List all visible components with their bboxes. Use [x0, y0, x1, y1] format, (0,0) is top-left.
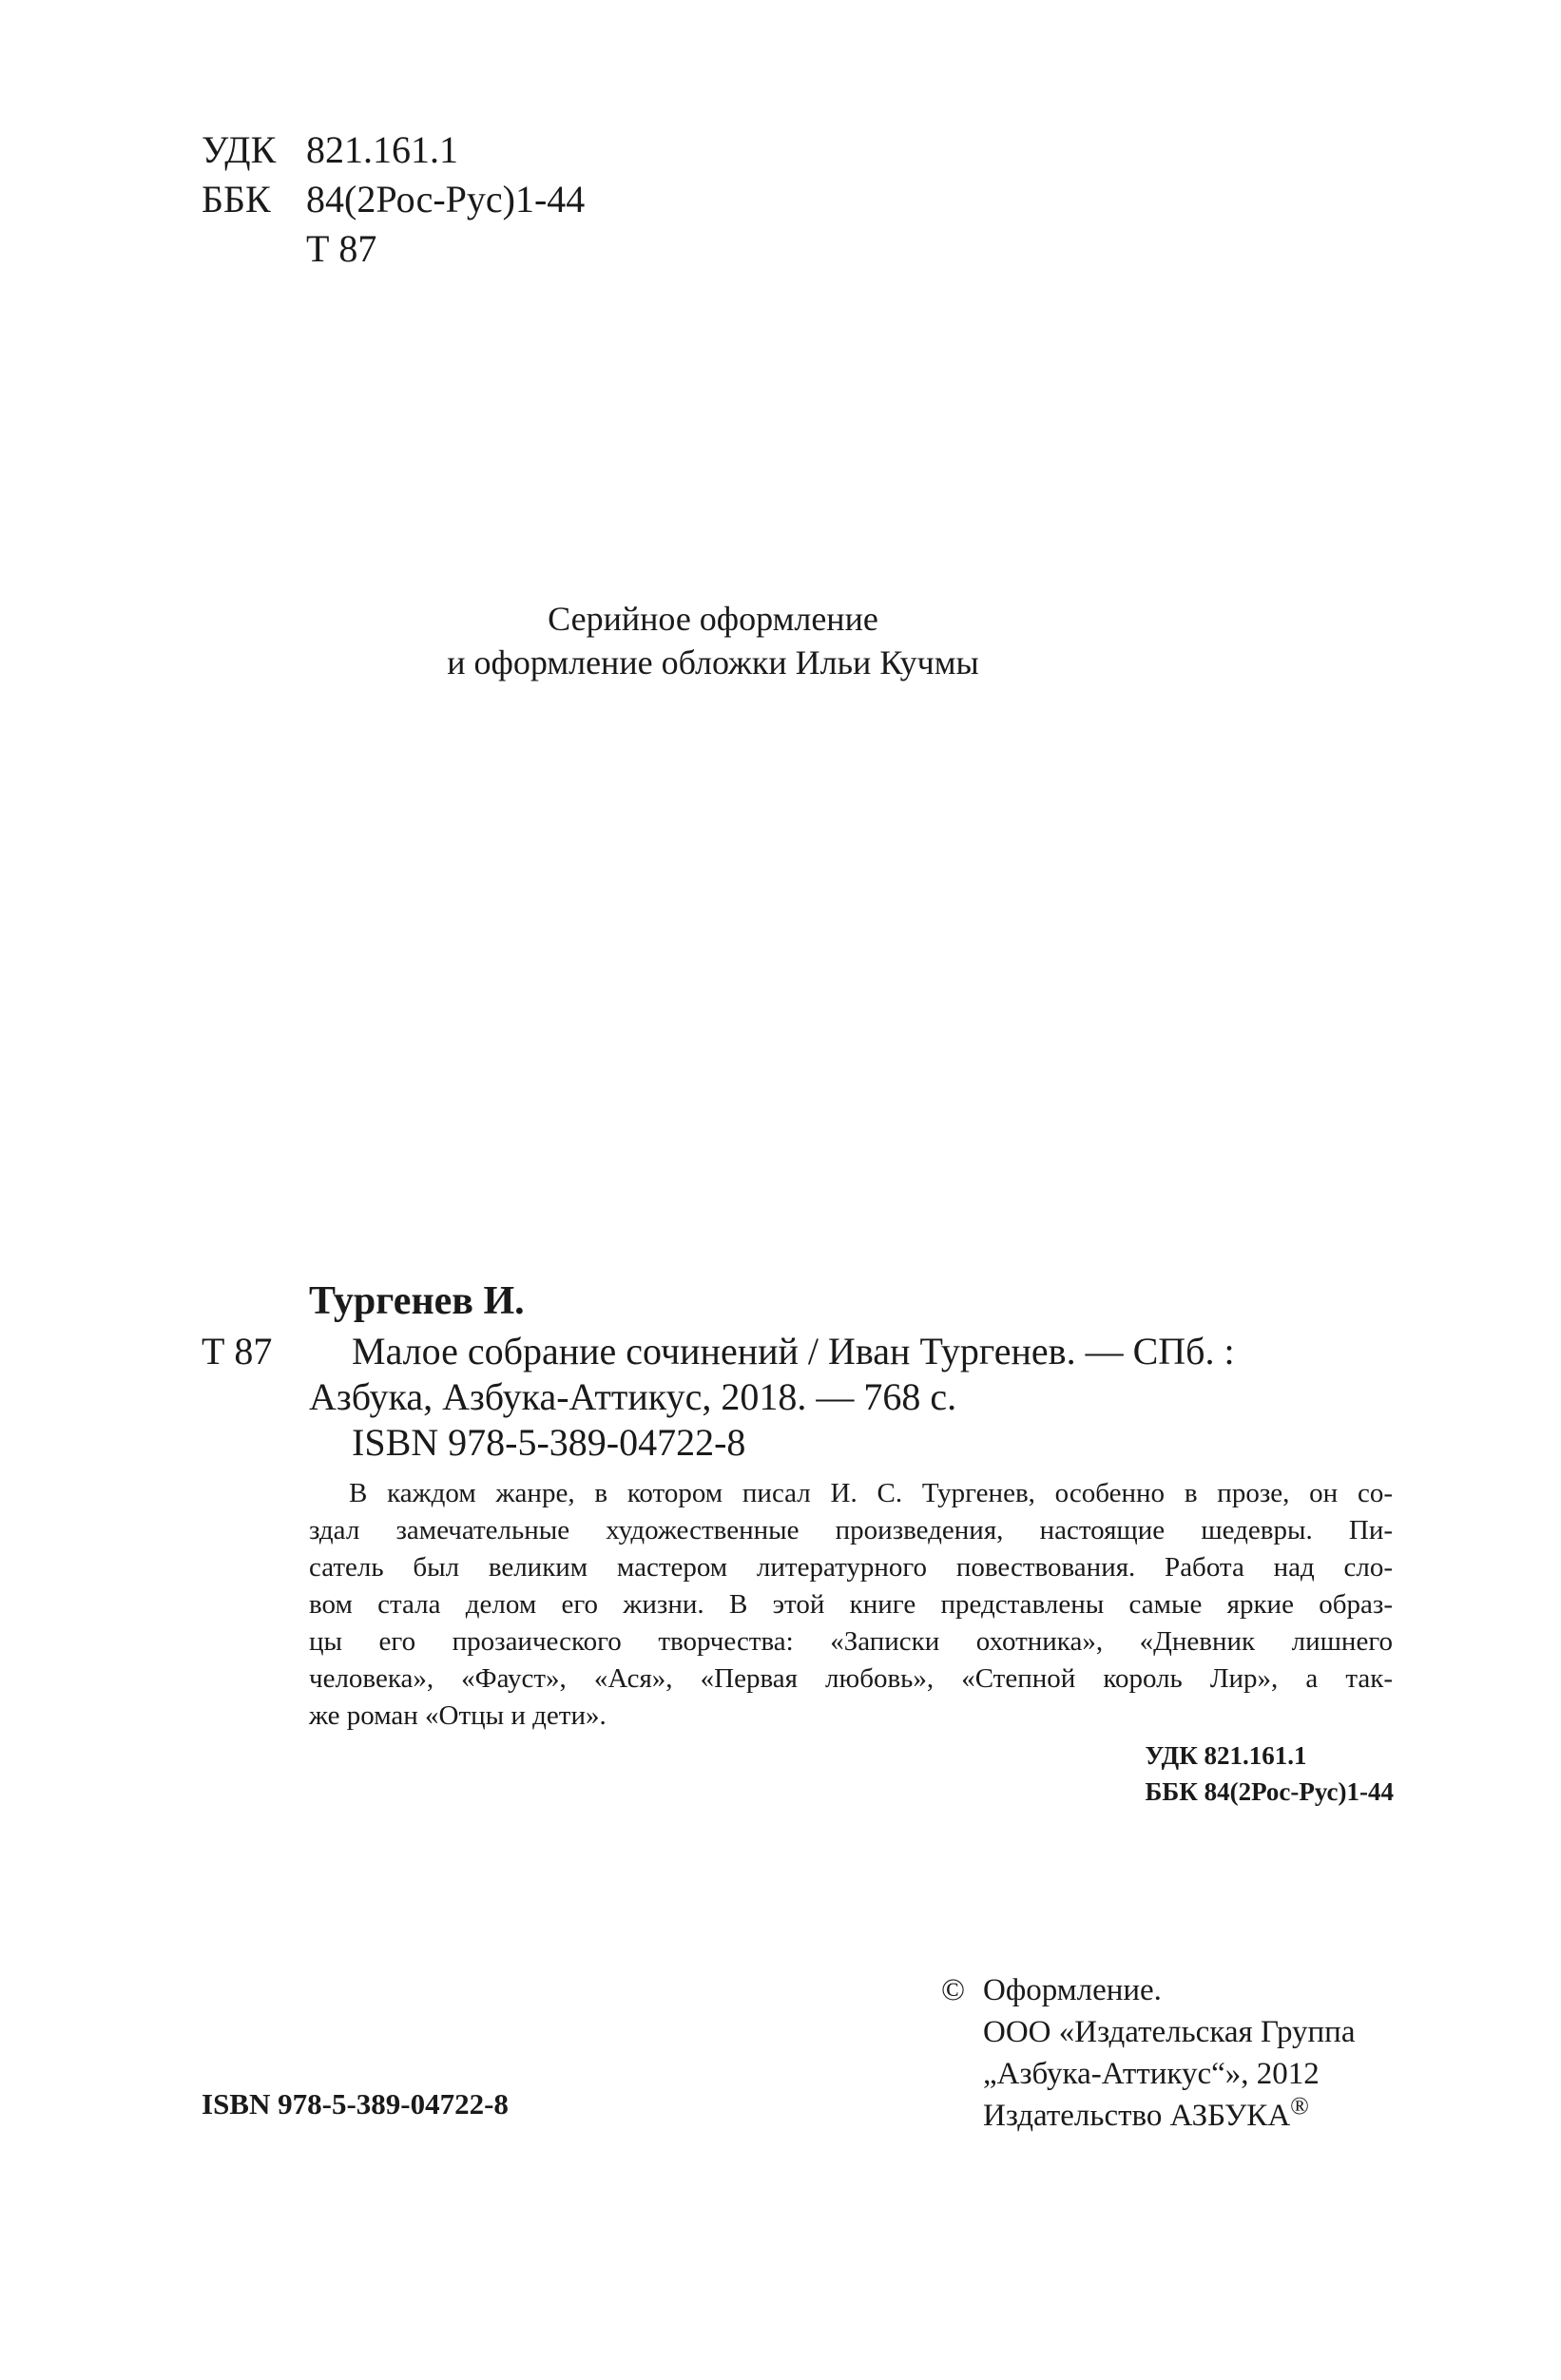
annotation-line: вом стала делом его жизни. В этой книге представлены самые яркие образ- — [309, 1589, 1393, 1620]
annotation-line: здал замечательные художественные произведения, настоящие шедевры. Пи- — [309, 1515, 1393, 1545]
registered-mark-icon: ® — [1290, 2092, 1309, 2120]
design-credit-line-2: и оформление обложки Ильи Кучмы — [447, 643, 979, 681]
annotation-line: сатель был великим мастером литературного повествования. Работа над сло- — [309, 1552, 1393, 1583]
copyright-icon: © — [941, 1973, 966, 2007]
copyright-line-1: © Оформление. — [941, 1969, 1355, 2011]
header-catalog-codes — [202, 125, 585, 274]
catalog-author: Тургенев И. — [309, 1279, 525, 1323]
bbk-label: ББК — [202, 178, 271, 221]
bibliographic-line-1: Малое собрание сочинений / Иван Тургенев. — СПб. : — [352, 1330, 1235, 1372]
copyright-line-4 — [941, 2092, 1355, 2137]
copyright-line-3: „Азбука-Аттикус“», 2012 — [983, 2057, 1320, 2091]
annotation-line: цы его прозаического творчества: «Записки охотника», «Дневник лишнего — [309, 1626, 1393, 1657]
isbn-bottom: ISBN 978-5-389-04722-8 — [202, 2087, 509, 2121]
design-credit-line-1: Серийное оформление — [548, 600, 878, 638]
catalog-udk: УДК 821.161.1 — [1145, 1741, 1307, 1770]
catalog-isbn: ISBN 978-5-389-04722-8 — [352, 1421, 746, 1464]
copyright-block — [941, 1969, 1355, 2137]
annotation-line: человека», «Фауст», «Ася», «Первая любовь», «Степной король Лир», а так- — [309, 1663, 1393, 1694]
author-mark-top: Т 87 — [306, 227, 377, 270]
udk-label: УДК — [202, 128, 277, 171]
annotation-line: В каждом жанре, в котором писал И. С. Тургенев, особенно в прозе, он со- — [349, 1478, 1393, 1508]
catalog-bbk: ББК 84(2Рос-Рус)1-44 — [1145, 1777, 1394, 1806]
catalog-author-mark: Т 87 — [202, 1330, 273, 1372]
annotation — [309, 1475, 1393, 1735]
bbk-value: 84(2Рос-Рус)1-44 — [306, 178, 586, 221]
bibliographic-line-2: Азбука, Азбука-Аттикус, 2018. — 768 с. — [309, 1375, 957, 1418]
publisher-name: Издательство АЗБУКА — [983, 2099, 1291, 2133]
copyright-line-2: ООО «Издательская Группа — [983, 2015, 1356, 2049]
udk-value: 821.161.1 — [306, 128, 458, 171]
annotation-line: же роман «Отцы и дети». — [309, 1700, 607, 1731]
catalog-card-codes — [1146, 1737, 1394, 1810]
bbk-row — [202, 175, 585, 224]
udk-row — [202, 125, 585, 175]
design-credit — [0, 597, 1426, 684]
